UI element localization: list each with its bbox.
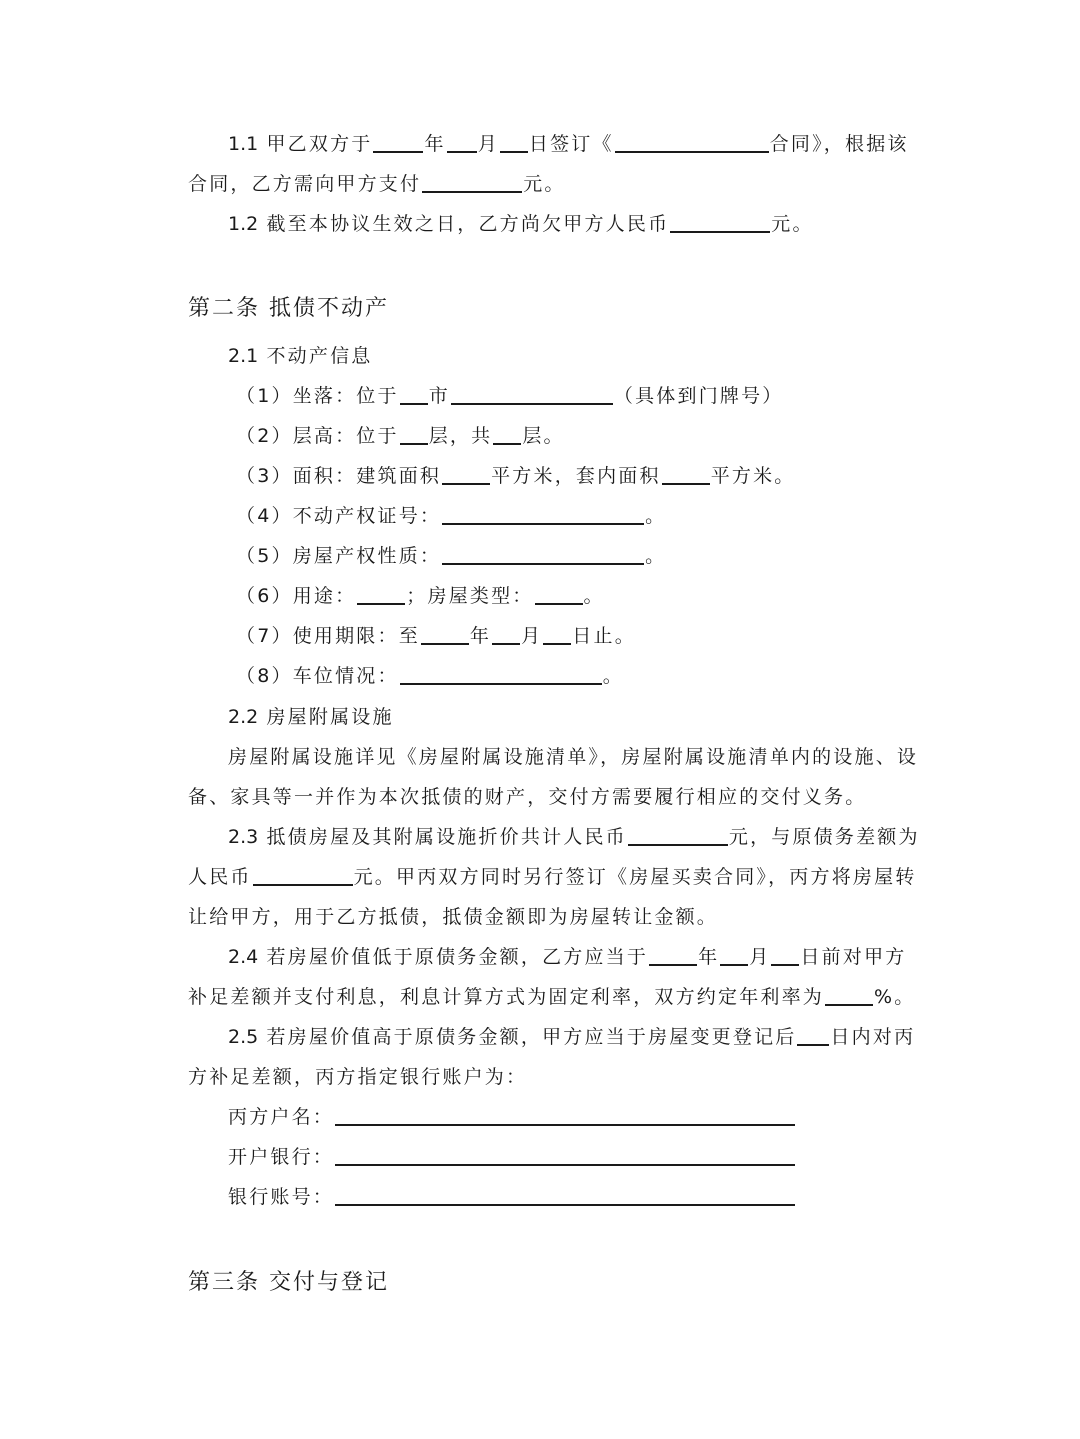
item-floor: （2）层高：位于 层，共 层。	[236, 416, 565, 456]
clause-number: 2.2	[228, 706, 259, 728]
item-usage: （6）用途： ；房屋类型： 。	[236, 576, 605, 616]
clause-2-3-line3: 让给甲方，用于乙方抵债，抵债金额即为房屋转让金额。	[188, 906, 719, 928]
clause-2-5-line2: 方补足差额，丙方指定银行账户为：	[188, 1066, 528, 1088]
blank-floor[interactable]	[400, 421, 428, 445]
blank-total-floors[interactable]	[493, 421, 521, 445]
clause-number: 1.1	[228, 133, 259, 155]
blank-due-year[interactable]	[649, 942, 697, 966]
blank-due-day[interactable]	[771, 942, 799, 966]
blank-discount-amount[interactable]	[628, 822, 728, 846]
bank-name-row: 开户银行：	[228, 1137, 796, 1177]
blank-year[interactable]	[373, 129, 423, 153]
item-certificate-no: （4）不动产权证号： 。	[236, 496, 666, 536]
blank-days[interactable]	[797, 1022, 829, 1046]
blank-month[interactable]	[447, 129, 477, 153]
blank-difference-amount[interactable]	[253, 862, 353, 886]
blank-due-month[interactable]	[720, 942, 748, 966]
blank-address[interactable]	[451, 381, 613, 405]
item-term: （7）使用期限：至 年 月 日止。	[236, 616, 636, 656]
clause-1-2: 1.2 截至本协议生效之日，乙方尚欠甲方人民币 元。	[228, 204, 814, 244]
item-property-nature: （5）房屋产权性质： 。	[236, 536, 666, 576]
section-2-heading: 第二条 抵债不动产	[188, 296, 389, 321]
blank-property-nature[interactable]	[442, 541, 644, 565]
blank-house-type[interactable]	[535, 581, 583, 605]
blank-building-area[interactable]	[442, 461, 490, 485]
blank-term-year[interactable]	[421, 621, 469, 645]
blank-amount-owed[interactable]	[670, 209, 770, 233]
blank-contract-name[interactable]	[615, 129, 769, 153]
blank-term-day[interactable]	[543, 621, 571, 645]
clause-2-4-line2: 补足差额并支付利息，利息计算方式为固定利率，双方约定年利率为 %。	[188, 977, 915, 1017]
blank-usage[interactable]	[357, 581, 405, 605]
blank-interest-rate[interactable]	[825, 982, 873, 1006]
blank-amount-payable[interactable]	[422, 169, 522, 193]
blank-city[interactable]	[400, 381, 428, 405]
item-location: （1）坐落：位于 市 （具体到门牌号）	[236, 376, 784, 416]
blank-inner-area[interactable]	[662, 461, 710, 485]
clause-2-4-line1: 2.4 若房屋价值低于原债务金额，乙方应当于 年 月 日前对甲方	[228, 937, 907, 977]
clause-number: 2.4	[228, 946, 259, 968]
bank-name-field[interactable]	[335, 1142, 795, 1166]
blank-term-month[interactable]	[492, 621, 520, 645]
bank-account-no-row: 银行账号：	[228, 1177, 796, 1217]
bank-account-no-field[interactable]	[335, 1182, 795, 1206]
blank-certificate-no[interactable]	[442, 501, 644, 525]
bank-account-name-field[interactable]	[335, 1102, 795, 1126]
clause-1-1-line2: 合同，乙方需向甲方支付 元。	[188, 164, 566, 204]
section-3-heading: 第三条 交付与登记	[188, 1270, 389, 1295]
clause-2-3-line2: 人民币 元。甲丙双方同时另行签订《房屋买卖合同》，丙方将房屋转	[188, 857, 917, 897]
clause-2-2: 2.2 房屋附属设施	[228, 706, 394, 728]
blank-day[interactable]	[500, 129, 528, 153]
item-area: （3）面积：建筑面积 平方米，套内面积 平方米。	[236, 456, 796, 496]
item-parking: （8）车位情况： 。	[236, 656, 624, 696]
clause-number: 2.5	[228, 1026, 259, 1048]
clause-number: 2.3	[228, 826, 259, 848]
clause-2-3-line1: 2.3 抵债房屋及其附属设施折价共计人民币 元，与原债务差额为	[228, 817, 920, 857]
blank-parking[interactable]	[400, 661, 602, 685]
clause-2-5-line1: 2.5 若房屋价值高于原债务金额，甲方应当于房屋变更登记后 日内对丙	[228, 1017, 915, 1057]
bank-account-name-row: 丙方户名：	[228, 1097, 796, 1137]
clause-2-1: 2.1 不动产信息	[228, 345, 373, 367]
clause-number: 2.1	[228, 345, 259, 367]
clause-number: 1.2	[228, 213, 259, 235]
clause-2-2-body-line2: 备、家具等一并作为本次抵债的财产，交付方需要履行相应的交付义务。	[188, 786, 867, 808]
clause-1-1-line1: 1.1 甲乙双方于 年 月 日签订《 合同》，根据该	[228, 124, 909, 164]
clause-2-2-body-line1: 房屋附属设施详见《房屋附属设施清单》，房屋附属设施清单内的设施、设	[228, 746, 919, 768]
